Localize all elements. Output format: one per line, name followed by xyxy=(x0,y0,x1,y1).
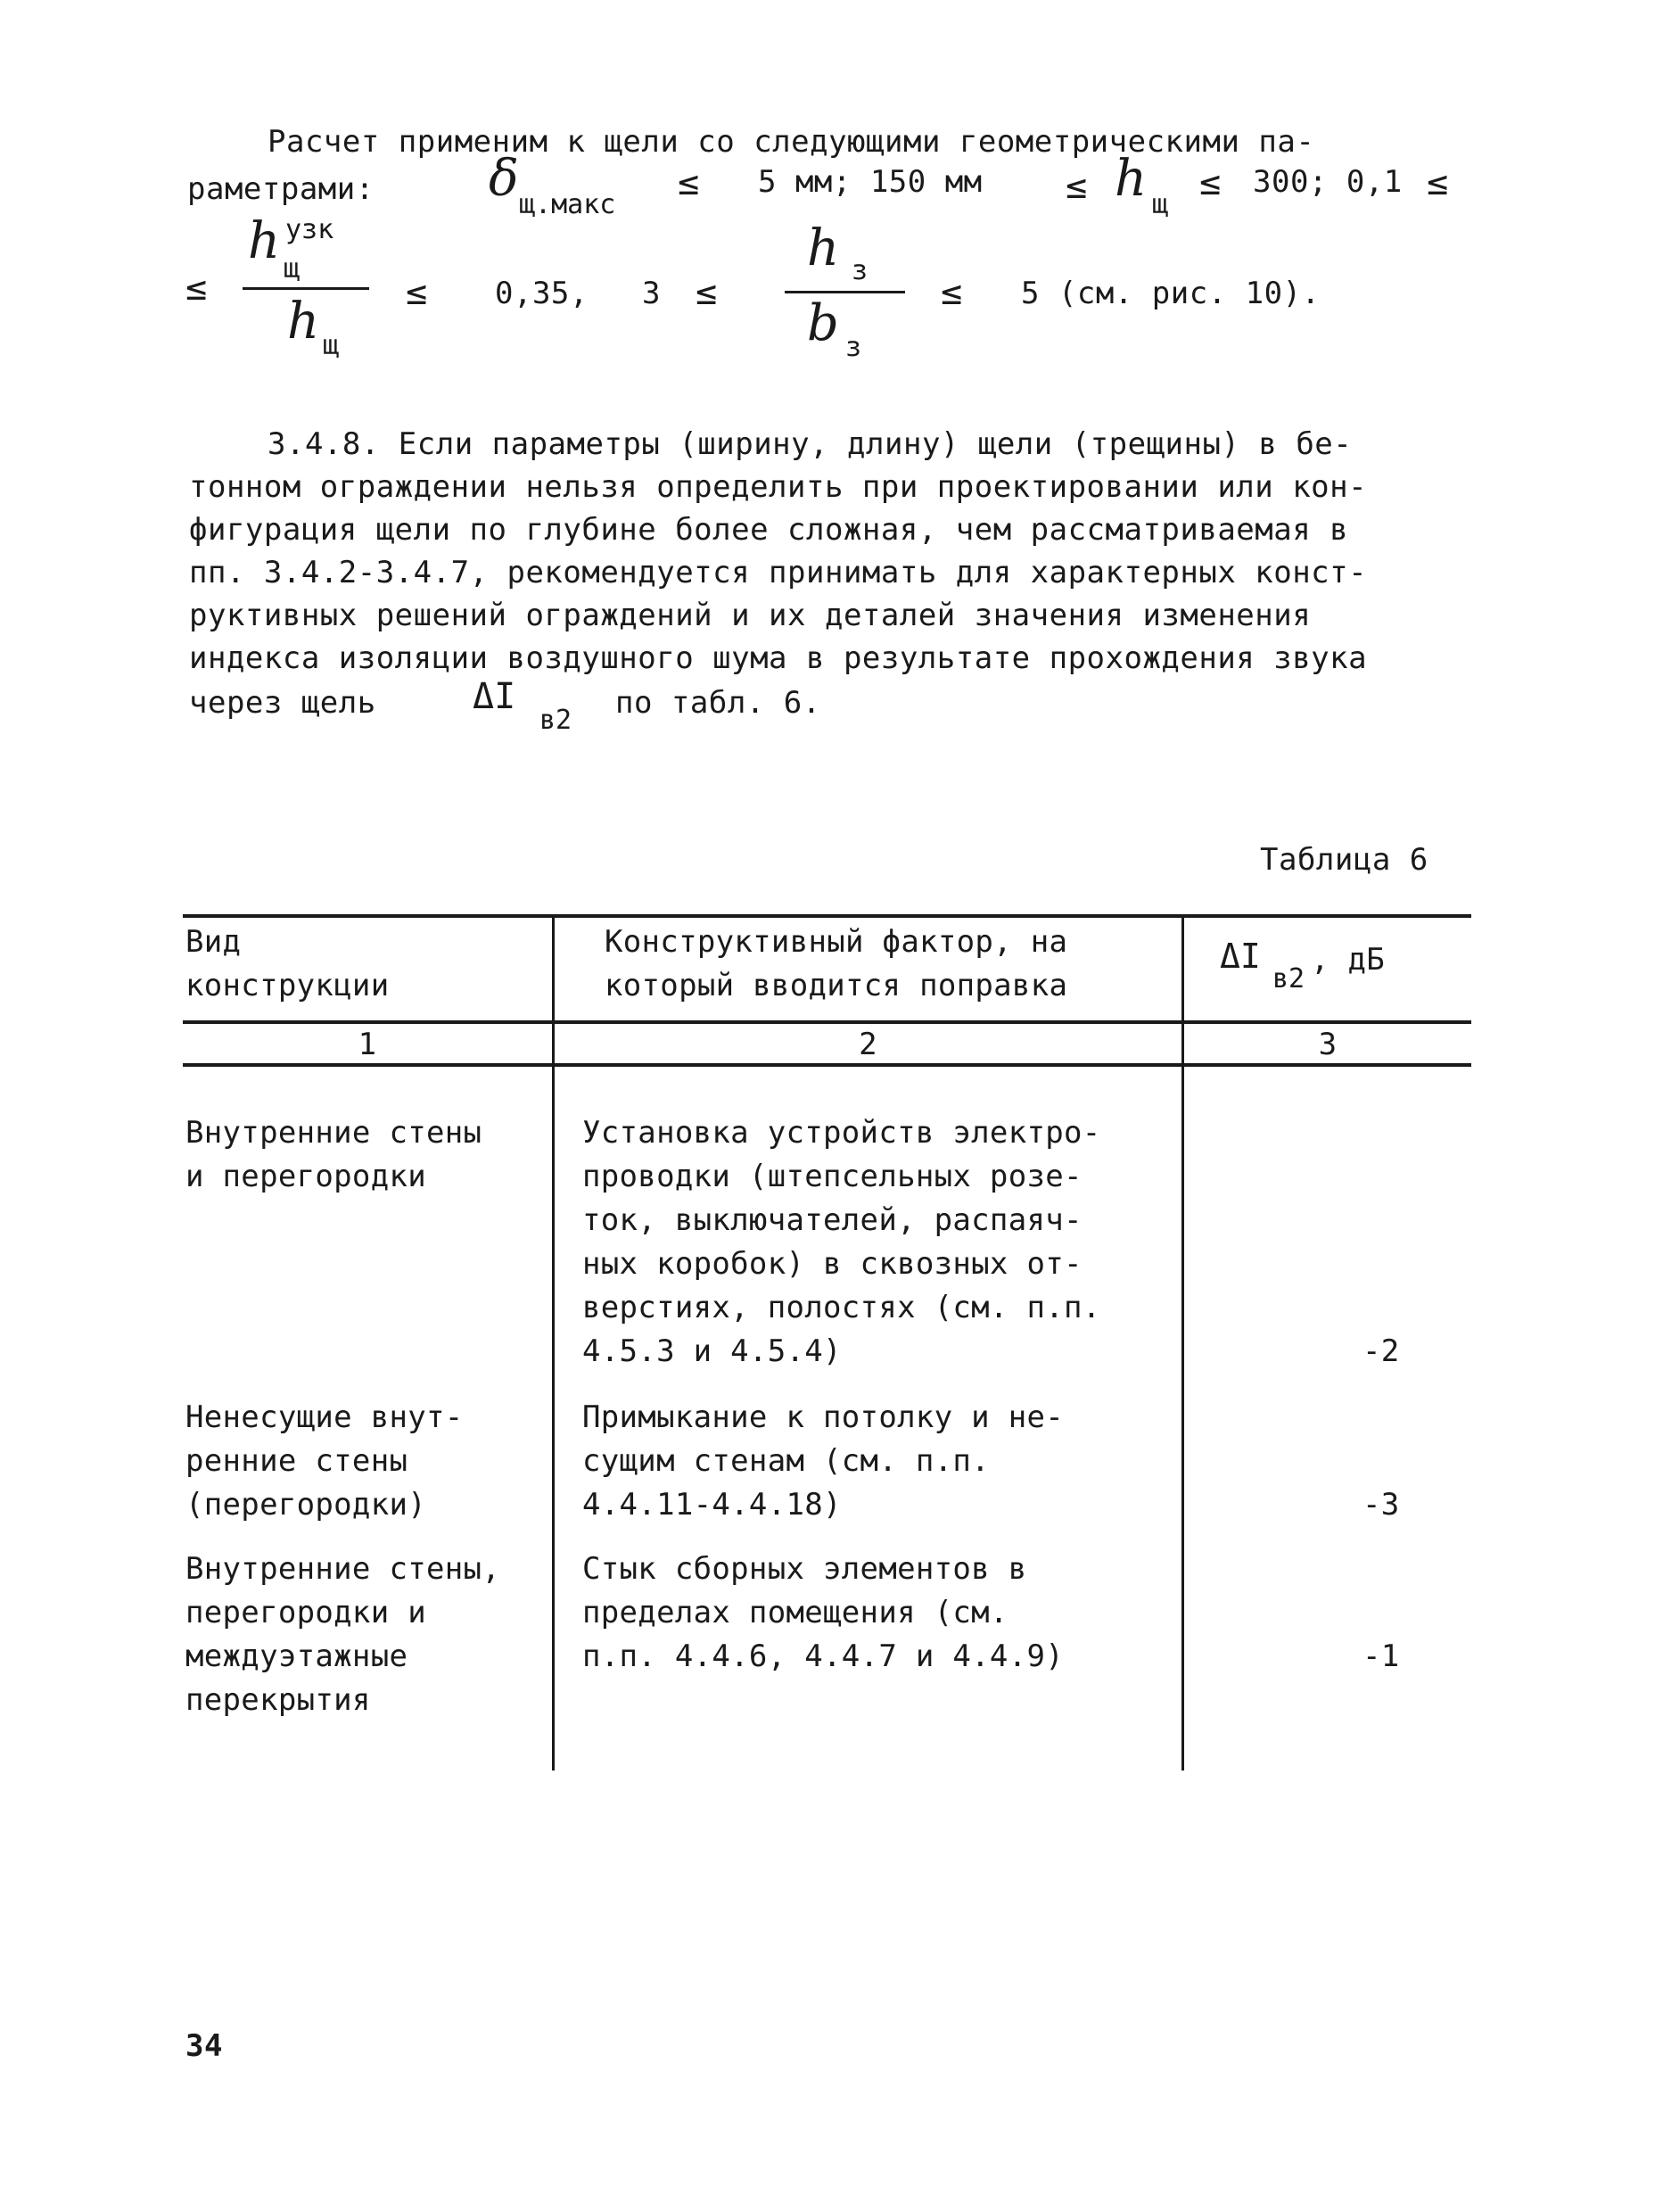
paragraph-line-4: пп. 3.4.2-3.4.7, рекомендуется принимать для характерных конст- xyxy=(189,555,1368,590)
row3-factor-line-3: п.п. 4.4.6, 4.4.7 и 4.4.9) xyxy=(582,1638,1065,1674)
paragraph-line-1: 3.4.8. Если параметры (ширину, длину) щели (трещины) в бе- xyxy=(268,426,1353,462)
row1-value: -2 xyxy=(1363,1333,1400,1369)
frac2-bar xyxy=(785,291,905,293)
row1-kind-line-2: и перегородки xyxy=(185,1159,427,1194)
row2-kind-line-3: (перегородки) xyxy=(185,1487,427,1523)
intro-line-1: Расчет применим к щели со следующими геометрическими па- xyxy=(268,124,1315,160)
col-number-2: 2 xyxy=(859,1027,877,1062)
paragraph-line-6: индекса изоляции воздушного шума в результате прохождения звука xyxy=(189,640,1368,676)
paragraph-line-5: руктивных решений ограждений и их деталей значения изменения xyxy=(189,598,1312,633)
h-symbol: h xyxy=(1115,150,1148,208)
le-sign-5: ≤ xyxy=(185,268,208,309)
paragraph-line-2: тонном ограждении нельзя определить при проектировании или кон- xyxy=(189,469,1368,505)
header-col3-sub: в2 xyxy=(1272,963,1305,995)
paragraph-last-end: по табл. 6. xyxy=(615,685,821,721)
le-sign-4: ≤ xyxy=(1427,162,1449,203)
row1-factor-line-4: ных коробок) в сквозных от- xyxy=(582,1246,1083,1282)
header-col1-line-1: Вид xyxy=(185,924,242,960)
frac1-numerator-sup: узк xyxy=(285,214,334,245)
value-5mm-150mm: 5 мм; 150 мм xyxy=(758,164,983,200)
value-3: 3 xyxy=(642,276,661,311)
row2-factor-line-1: Примыкание к потолку и не- xyxy=(582,1399,1065,1435)
row3-kind-line-1: Внутренние стены, xyxy=(185,1551,501,1587)
le-sign-3: ≤ xyxy=(1199,162,1222,203)
value-035: 0,35, xyxy=(495,276,589,311)
le-sign-6: ≤ xyxy=(406,272,428,313)
header-col3-symbol: ΔI xyxy=(1220,937,1261,976)
row2-kind-line-2: ренние стены xyxy=(185,1443,408,1479)
paragraph-line-3: фигурация щели по глубине более сложная, чем рассматриваемая в xyxy=(189,512,1349,548)
page-number: 34 xyxy=(185,2028,223,2064)
row3-kind-line-2: перегородки и xyxy=(185,1595,427,1630)
row2-factor-line-2: сущим стенам (см. п.п. xyxy=(582,1443,990,1479)
frac1-denominator-symbol: h xyxy=(287,293,320,351)
row3-kind-line-3: междуэтажные xyxy=(185,1638,408,1674)
intro-line-2-start: раметрами: xyxy=(187,171,375,207)
delta-i-subscript: в2 xyxy=(539,705,572,736)
frac1-bar xyxy=(243,287,369,290)
table-caption: Таблица 6 xyxy=(1260,842,1428,878)
header-col3-unit: , дБ xyxy=(1311,942,1386,978)
row2-factor-line-3: 4.4.11-4.4.18) xyxy=(582,1487,842,1523)
frac2-denominator-sub: з xyxy=(845,332,862,363)
frac2-denominator: b xyxy=(807,294,839,352)
row1-factor-line-3: ток, выключателей, распаяч- xyxy=(582,1202,1083,1238)
row3-value: -1 xyxy=(1363,1638,1400,1674)
le-sign-2: ≤ xyxy=(1066,166,1088,207)
row3-kind-line-4: перекрытия xyxy=(185,1682,371,1718)
value-300: 300; 0,1 xyxy=(1253,164,1403,200)
frac2-numerator: h xyxy=(807,219,840,277)
le-sign-8: ≤ xyxy=(941,272,963,313)
frac2-numerator-sub: з xyxy=(852,255,869,286)
paragraph-last-start: через щель xyxy=(189,685,376,721)
row1-factor-line-2: проводки (штепсельных розе- xyxy=(582,1159,1083,1194)
header-col2-line-2: который вводится поправка xyxy=(605,968,1068,1003)
col-number-1: 1 xyxy=(358,1027,377,1062)
row1-factor-line-5: верстиях, полостях (см. п.п. xyxy=(582,1290,1101,1325)
intro-tail: 5 (см. рис. 10). xyxy=(1021,276,1321,311)
delta-symbol: δ xyxy=(489,150,519,208)
row3-factor-line-2: пределах помещения (см. xyxy=(582,1595,1009,1630)
delta-subscript: щ.макс xyxy=(519,189,616,220)
table-top-rule xyxy=(183,914,1471,918)
le-sign-7: ≤ xyxy=(696,272,718,313)
row1-factor-line-1: Установка устройств электро- xyxy=(582,1115,1101,1151)
col-number-3: 3 xyxy=(1318,1027,1338,1062)
frac1-numerator-sub: щ xyxy=(284,253,300,285)
le-sign-1: ≤ xyxy=(678,162,700,203)
header-col2-line-1: Конструктивный фактор, на xyxy=(605,924,1068,960)
frac1-denominator-sub: щ xyxy=(323,330,340,361)
frac1-numerator-symbol: h xyxy=(248,212,281,270)
row3-factor-line-1: Стык сборных элементов в xyxy=(582,1551,1027,1587)
row1-factor-line-6: 4.5.3 и 4.5.4) xyxy=(582,1333,842,1369)
h-subscript: щ xyxy=(1152,189,1169,220)
header-col1-line-2: конструкции xyxy=(185,968,390,1003)
row2-value: -3 xyxy=(1363,1487,1400,1523)
delta-i-symbol: ΔI xyxy=(473,676,516,717)
row2-kind-line-1: Ненесущие внут- xyxy=(185,1399,464,1435)
row1-kind-line-1: Внутренние стены xyxy=(185,1115,482,1151)
